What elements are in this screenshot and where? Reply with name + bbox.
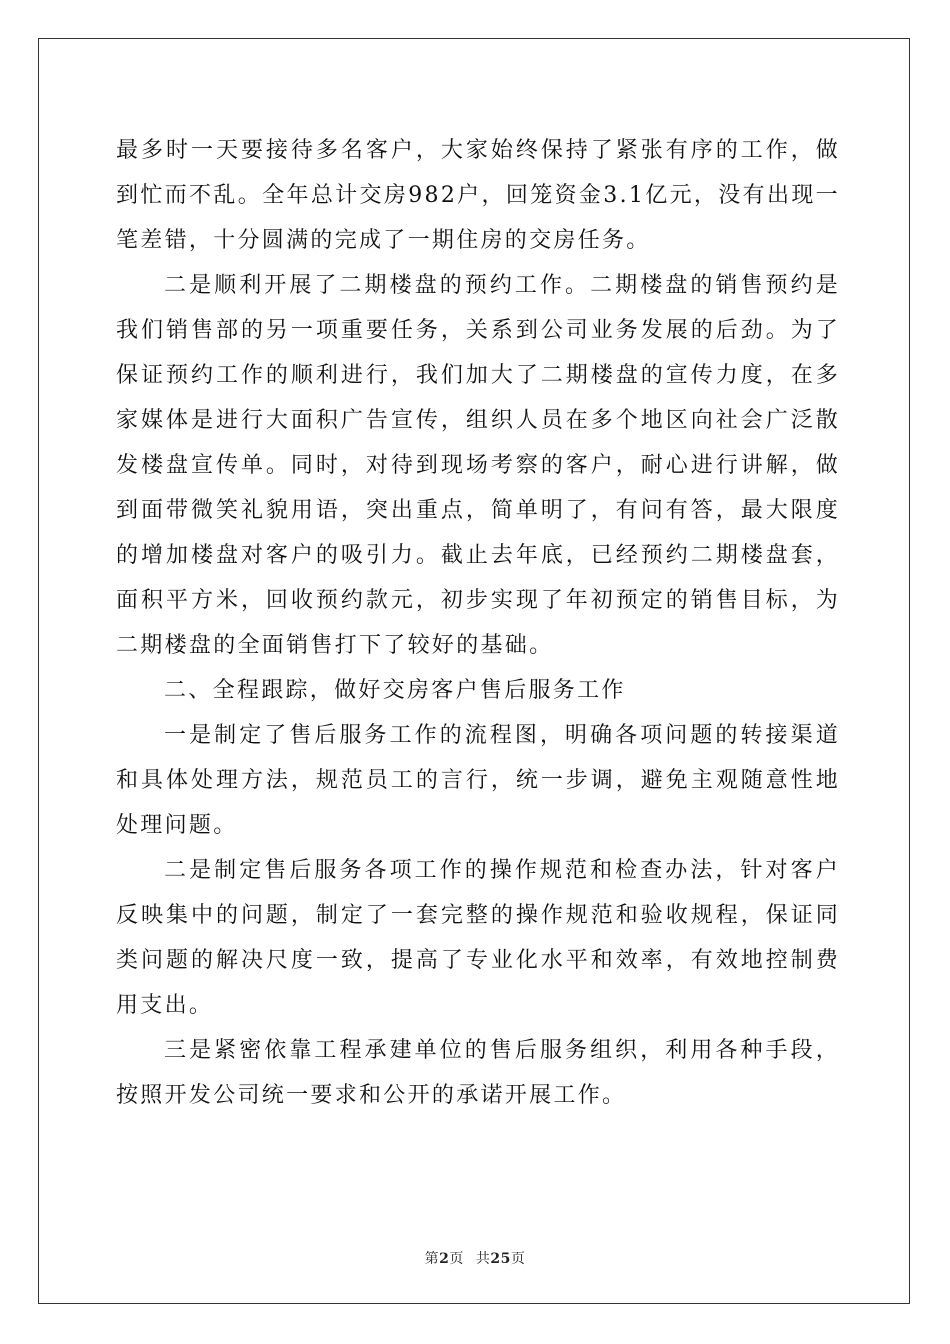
paragraph-5: 三是紧密依靠工程承建单位的售后服务组织，利用各种手段，按照开发公司统一要求和公开的承诺开展工作。 [116, 1038, 840, 1108]
total-prefix: 共 [475, 1251, 491, 1267]
page-footer [0, 1248, 950, 1268]
paragraph-2: 二是顺利开展了二期楼盘的预约工作。二期楼盘的销售预约是我们销售部的另一项重要任务，关系到公司业务发展的后劲。为了保证预约工作的顺利进行，我们加大了二期楼盘的宣传力度，在多家媒体是进行大面积广告宣传，组织人员在多个地区向社会广泛散发楼盘宣传单。同时，对待到现场考察的客户，耐心进行讲解，做到面带微笑礼貌用语，突出重点，简单明了，有问有答，最大限度的增加楼盘对客户的吸引力。截止去年底，已经预约二期楼盘套，面积平方米，回收预约款元，初步实现了年初预定的销售目标，为二期楼盘的全面销售打下了较好的基础。 [116, 273, 840, 658]
page-total: 25 [490, 1251, 511, 1267]
section-heading: 二、全程跟踪，做好交房客户售后服务工作 [164, 678, 626, 703]
document-body [116, 128, 840, 1118]
page-suffix: 页 [449, 1251, 464, 1267]
page-prefix: 第 [424, 1251, 440, 1267]
total-suffix: 页 [510, 1251, 526, 1267]
paragraph-3: 一是制定了售后服务工作的流程图，明确各项问题的转接渠道和具体处理方法，规范员工的言行，统一步调，避免主观随意性地处理问题。 [116, 723, 840, 838]
paragraph-1: 最多时一天要接待多名客户，大家始终保持了紧张有序的工作，做到忙而不乱。全年总计交房982户，回笼资金3.1亿元，没有出现一笔差错，十分圆满的完成了一期住房的交房任务。 [116, 138, 840, 253]
page-current: 2 [439, 1251, 450, 1267]
paragraph-4: 二是制定售后服务各项工作的操作规范和检查办法，针对客户反映集中的问题，制定了一套完整的操作规范和验收规程，保证同类问题的解决尺度一致，提高了专业化水平和效率，有效地控制费用支出。 [116, 858, 840, 1018]
